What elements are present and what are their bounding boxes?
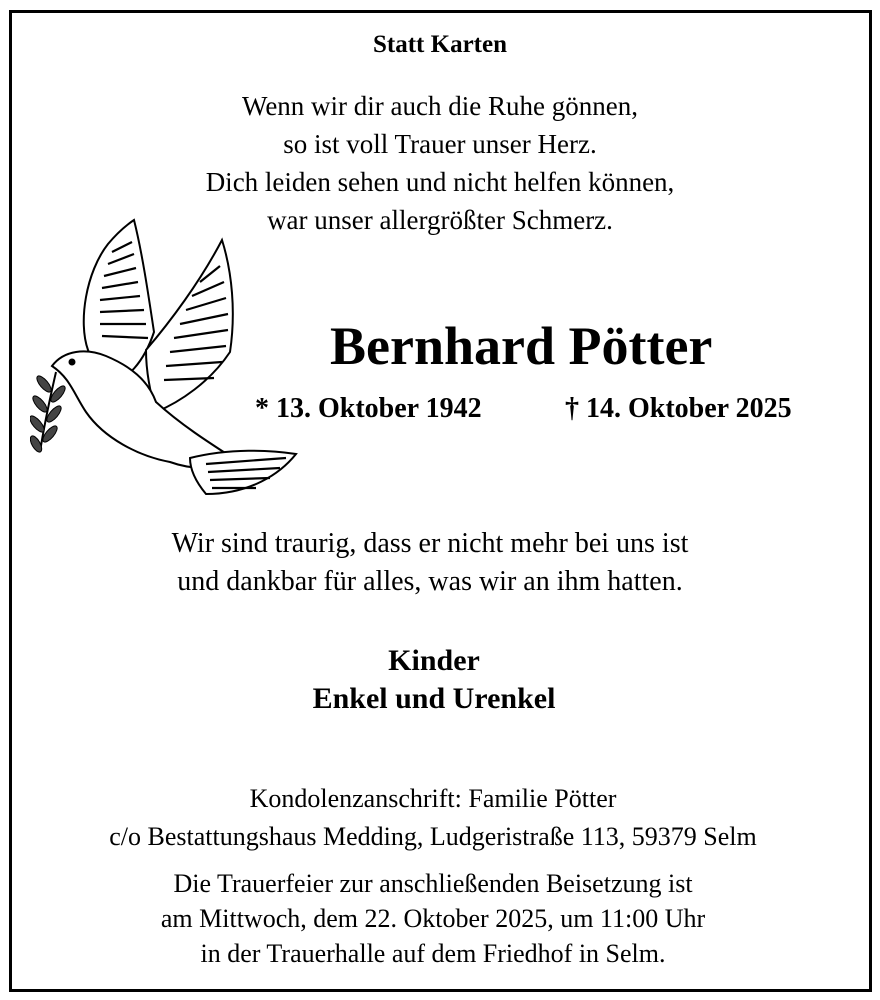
mourning-message: [0, 525, 870, 601]
dove-with-olive-branch-icon: [30, 212, 300, 497]
address-line: c/o Bestattungshaus Medding, Ludgeristraße 113, 59379 Selm: [109, 822, 757, 851]
family-grandchildren: Enkel und Urenkel: [312, 682, 556, 715]
verse-line: war unser allergrößter Schmerz.: [267, 205, 613, 235]
family-children: Kinder: [388, 644, 480, 677]
verse-line: Wenn wir dir auch die Ruhe gönnen,: [242, 91, 638, 121]
birth-date: * 13. Oktober 1942: [255, 393, 482, 424]
deceased-name: Bernhard Pötter: [330, 316, 713, 376]
service-line: Die Trauerfeier zur anschließenden Beisetzung ist: [173, 869, 693, 898]
service-line: in der Trauerhalle auf dem Friedhof in Selm.: [200, 939, 666, 968]
address-line: Kondolenzanschrift: Familie Pötter: [249, 784, 617, 813]
service-line: am Mittwoch, dem 22. Oktober 2025, um 11:00 Uhr: [160, 904, 706, 933]
funeral-service-info: [0, 866, 873, 971]
death-date: † 14. Oktober 2025: [565, 393, 792, 424]
condolence-address: [0, 780, 873, 856]
verse-line: so ist voll Trauer unser Herz.: [283, 129, 597, 159]
message-line: und dankbar für alles, was wir an ihm hatten.: [177, 566, 683, 597]
verse-line: Dich leiden sehen und nicht helfen können,: [205, 167, 675, 197]
notice-heading: Statt Karten: [373, 31, 507, 58]
message-line: Wir sind traurig, dass er nicht mehr bei uns ist: [171, 528, 689, 559]
